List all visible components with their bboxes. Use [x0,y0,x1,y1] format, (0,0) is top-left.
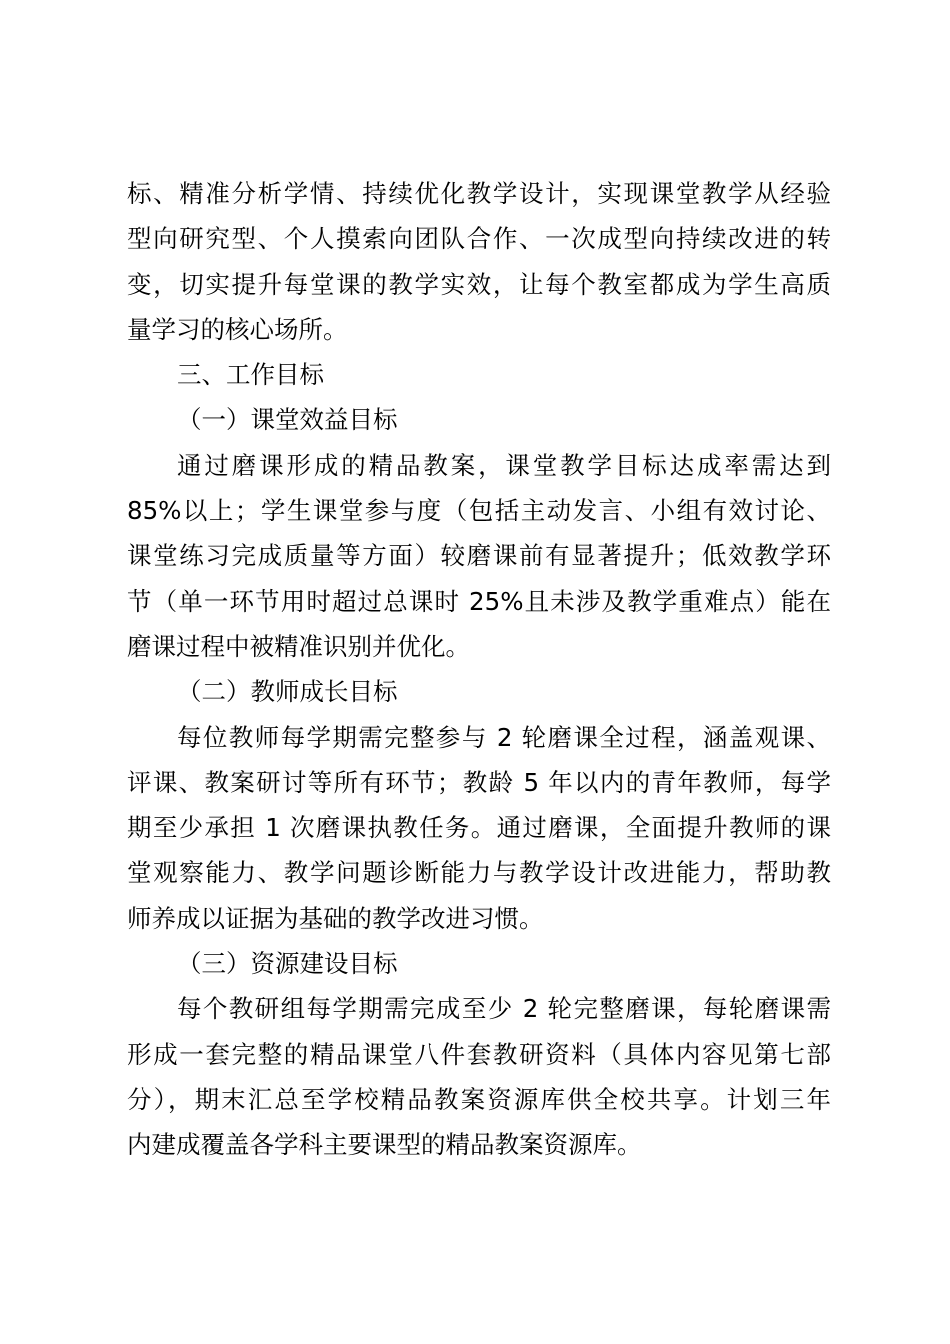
section-heading: 三、工作目标 [177,360,324,390]
paragraph-line: 节（单一环节用时超过总课时 25%且未涉及教学重难点）能在 [127,586,831,616]
paragraph-line: 每位教师每学期需完整参与 2 轮磨课全过程，涵盖观课、 [177,722,831,752]
paragraph-line: 师养成以证据为基础的教学改进习惯。 [127,903,544,933]
paragraph-line: 85%以上；学生课堂参与度（包括主动发言、小组有效讨论、 [127,496,831,526]
subsection-heading: （二）教师成长目标 [177,677,398,707]
paragraph-line: 通过磨课形成的精品教案，课堂教学目标达成率需达到 [177,450,831,480]
paragraph-line: 形成一套完整的精品课堂八件套教研资料（具体内容见第七部 [127,1039,831,1069]
paragraph-line: 量学习的核心场所。 [127,314,348,344]
subsection-heading: （三）资源建设目标 [177,949,398,979]
paragraph-line: 磨课过程中被精准识别并优化。 [127,631,470,661]
paragraph-line: 堂观察能力、教学问题诊断能力与教学设计改进能力，帮助教 [127,858,831,888]
document-body [127,171,831,1168]
paragraph-line: 每个教研组每学期需完成至少 2 轮完整磨课，每轮磨课需 [177,994,831,1024]
paragraph-line: 内建成覆盖各学科主要课型的精品教案资源库。 [127,1130,642,1160]
paragraph-line: 标、精准分析学情、持续优化教学设计，实现课堂教学从经验 [127,179,831,208]
subsection-heading: （一）课堂效益目标 [177,405,398,435]
paragraph-line: 期至少承担 1 次磨课执教任务。通过磨课，全面提升教师的课 [127,813,831,843]
paragraph-line: 变，切实提升每堂课的教学实效，让每个教室都成为学生高质 [127,269,831,299]
paragraph-line: 评课、教案研讨等所有环节；教龄 5 年以内的青年教师，每学 [127,767,831,797]
paragraph-line: 课堂练习完成质量等方面）较磨课前有显著提升；低效教学环 [127,541,831,571]
paragraph-line: 分），期末汇总至学校精品教案资源库供全校共享。计划三年 [127,1084,831,1114]
paragraph-line: 型向研究型、个人摸索向团队合作、一次成型向持续改进的转 [127,224,831,254]
